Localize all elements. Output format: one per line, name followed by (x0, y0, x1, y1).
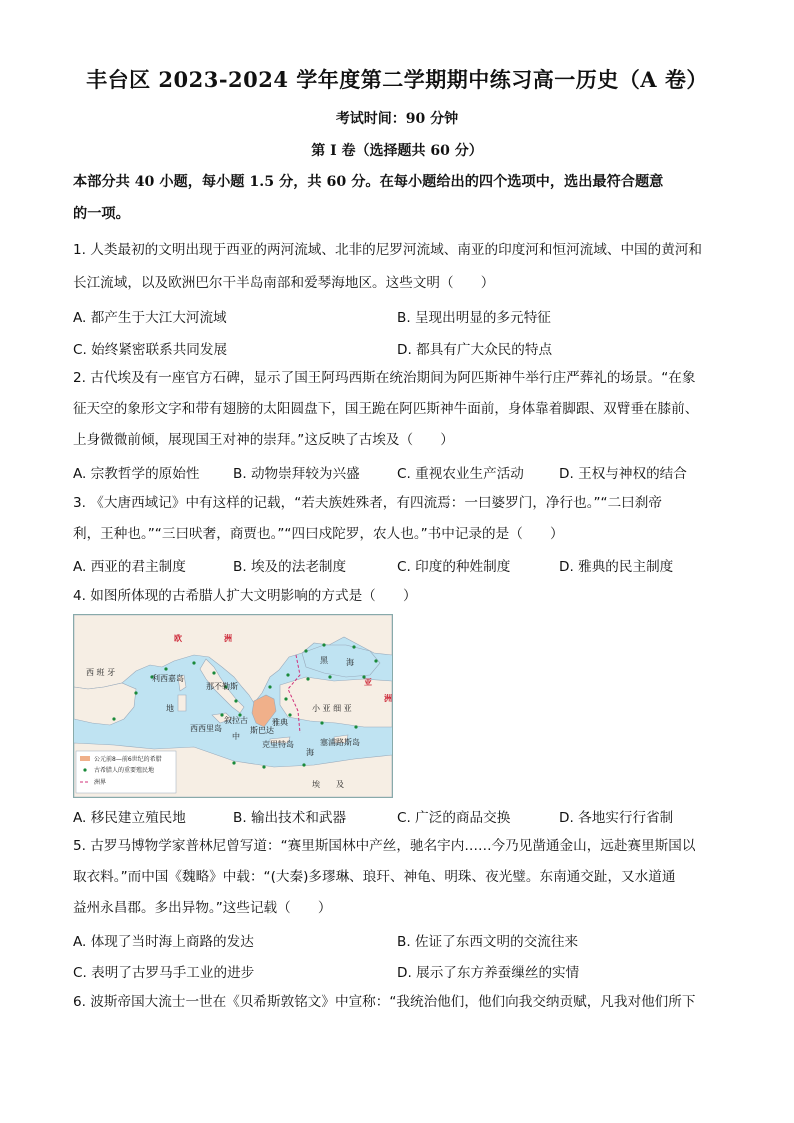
colony-dot (352, 645, 355, 648)
map-label-europe-1: 欧 (174, 634, 182, 643)
question-5-option-a[interactable]: A. 体现了当时海上商路的发达 (73, 934, 254, 950)
legend-swatch-colony (83, 768, 86, 771)
colony-dot (134, 691, 137, 694)
colony-dot (320, 721, 323, 724)
colony-dot (192, 661, 195, 664)
map-label-asia-2: 洲 (384, 694, 392, 703)
map-label-naples: 那不勒斯 (206, 682, 238, 691)
colony-dot (328, 675, 331, 678)
map-label-asia-minor: 小 亚 细 亚 (312, 704, 352, 713)
instructions-line-1: 本部分共 40 小题，每小题 1.5 分，共 60 分。在每小题给出的四个选项中，选出最符合题意 (73, 174, 664, 190)
map-label-sicily: 西西里岛 (190, 724, 222, 733)
colony-dot (374, 659, 377, 662)
colony-dot (304, 649, 307, 652)
map-label-europe-2: 洲 (224, 634, 232, 643)
question-6-stem-line-1: 6. 波斯帝国大流士一世在《贝希斯敦铭文》中宣称：“我统治他们，他们向我交纳贡赋，凡我对他们所下 (73, 994, 696, 1010)
question-4-stem-line-1: 4. 如图所体现的古希腊人扩大文明影响的方式是（ ） (73, 588, 417, 604)
instructions-line-2: 的一项。 (73, 206, 130, 222)
colony-dot (322, 643, 325, 646)
question-3-stem-line-1: 3. 《大唐西域记》中有这样的记载，“若夫族姓殊者，有四流焉：一曰婆罗门，净行也。”“二曰刹帝 (73, 495, 662, 511)
question-4-option-d[interactable]: D. 各地实行行省制 (559, 810, 674, 826)
map-label-med-1: 地 (166, 704, 174, 713)
question-2-option-c[interactable]: C. 重视农业生产活动 (397, 466, 524, 482)
map-label-sparta: 斯巴达 (250, 726, 274, 735)
question-4-option-a[interactable]: A. 移民建立殖民地 (73, 810, 186, 826)
question-5-option-b[interactable]: B. 佐证了东西文明的交流往来 (397, 934, 579, 950)
colony-dot (268, 685, 271, 688)
map-svg (74, 615, 392, 797)
question-3-option-d[interactable]: D. 雅典的民主制度 (559, 559, 674, 575)
colony-dot (288, 713, 291, 716)
question-1-option-b[interactable]: B. 呈现出明显的多元特征 (397, 310, 551, 326)
map-label-asia-1: 亚 (364, 678, 372, 687)
question-4-option-b[interactable]: B. 输出技术和武器 (233, 810, 347, 826)
legend-label-boundary: 洲界 (94, 779, 107, 786)
question-3-option-a[interactable]: A. 西亚的君主制度 (73, 559, 186, 575)
map-label-med-2: 中 (232, 732, 240, 741)
map-label-egypt-2: 及 (336, 780, 344, 789)
question-5-stem-line-3: 益州永昌郡。多出异物。”这些记载（ ） (73, 900, 332, 916)
question-2-option-a[interactable]: A. 宗教哲学的原始性 (73, 466, 200, 482)
colony-dot (354, 725, 357, 728)
question-2-stem-line-1: 2. 古代埃及有一座官方石碑，显示了国王阿玛西斯在统治期间为阿匹斯神牛举行庄严葬礼的场景。“在象 (73, 370, 696, 386)
question-3-option-c[interactable]: C. 印度的种姓制度 (397, 559, 511, 575)
colony-dot (284, 697, 287, 700)
question-1-option-c[interactable]: C. 始终紧密联系共同发展 (73, 342, 228, 358)
question-1-stem-line-1: 1. 人类最初的文明出现于西亚的两河流域、北非的尼罗河流域、南亚的印度河和恒河流域、中国的黄河和 (73, 242, 703, 258)
colony-dot (112, 717, 115, 720)
question-5-option-d[interactable]: D. 展示了东方养蚕缫丝的实情 (397, 965, 580, 981)
colony-dot (302, 763, 305, 766)
question-3-option-b[interactable]: B. 埃及的法老制度 (233, 559, 347, 575)
map-label-syracuse: 叙拉古 (224, 716, 248, 725)
colony-dot (262, 765, 265, 768)
map-label-egypt-1: 埃 (312, 780, 320, 789)
map-label-crete: 克里特岛 (262, 740, 294, 749)
colony-dot (212, 671, 215, 674)
colony-dot (232, 761, 235, 764)
map-label-corsica: 利西嘉岛 (152, 674, 184, 683)
question-4-option-c[interactable]: C. 广泛的商品交换 (397, 810, 511, 826)
colony-dot (286, 673, 289, 676)
greek-colonies-map (73, 614, 393, 798)
question-2-option-d[interactable]: D. 王权与神权的结合 (559, 466, 687, 482)
colony-dot (164, 667, 167, 670)
sardinia-landmass (178, 695, 186, 711)
question-3-stem-line-2: 利，王种也。”“三曰吠奢，商贾也。”“四曰戍陀罗，农人也。”书中记录的是（ ） (73, 526, 564, 542)
question-5-stem-line-1: 5. 古罗马博物学家普林尼曾写道：“赛里斯国林中产丝，驰名宇内……今乃见凿通金山，远赴赛里斯国以 (73, 838, 696, 854)
map-label-cyprus: 塞浦路斯岛 (320, 738, 360, 747)
question-1-option-d[interactable]: D. 都具有广大众民的特点 (397, 342, 553, 358)
map-label-black-sea-1: 黑 (320, 656, 328, 665)
question-2-option-b[interactable]: B. 动物崇拜较为兴盛 (233, 466, 360, 482)
question-1-stem-line-2: 长江流域，以及欧洲巴尔干半岛南部和爱琴海地区。这些文明（ ） (73, 275, 495, 291)
map-legend (76, 751, 176, 793)
map-label-athens: 雅典 (272, 718, 288, 727)
question-2-stem-line-2: 征天空的象形文字和带有翅膀的太阳圆盘下，国王跪在阿匹斯神牛面前，身体靠着脚跟、双臂垂在膝前、 (73, 401, 699, 417)
question-5-option-c[interactable]: C. 表明了古罗马手工业的进步 (73, 965, 255, 981)
question-1-option-a[interactable]: A. 都产生于大江大河流域 (73, 310, 227, 326)
map-label-black-sea-2: 海 (346, 658, 354, 667)
section-heading: 第 I 卷（选择题共 60 分） (311, 143, 483, 159)
legend-label-greece: 公元前8—前6世纪的希腊 (94, 756, 162, 763)
map-label-med-3: 海 (306, 748, 314, 757)
colony-dot (306, 677, 309, 680)
question-5-stem-line-2: 取衣料。”而中国《魏略》中载：“(大秦)多璆琳、琅玕、神龟、明珠、夜光璧。东南通交趾，又水道通 (73, 869, 676, 885)
exam-title: 丰台区 2023-2024 学年度第二学期期中练习高一历史（A 卷） (86, 67, 708, 92)
legend-swatch-greece (80, 756, 90, 761)
question-2-stem-line-3: 上身微微前倾，展现国王对神的崇拜。”这反映了古埃及（ ） (73, 432, 454, 448)
map-label-spain: 西 班 牙 (86, 668, 116, 677)
colony-dot (234, 699, 237, 702)
exam-time: 考试时间：90 分钟 (335, 111, 459, 127)
legend-label-colony: 古希腊人的重要殖民地 (94, 767, 155, 774)
